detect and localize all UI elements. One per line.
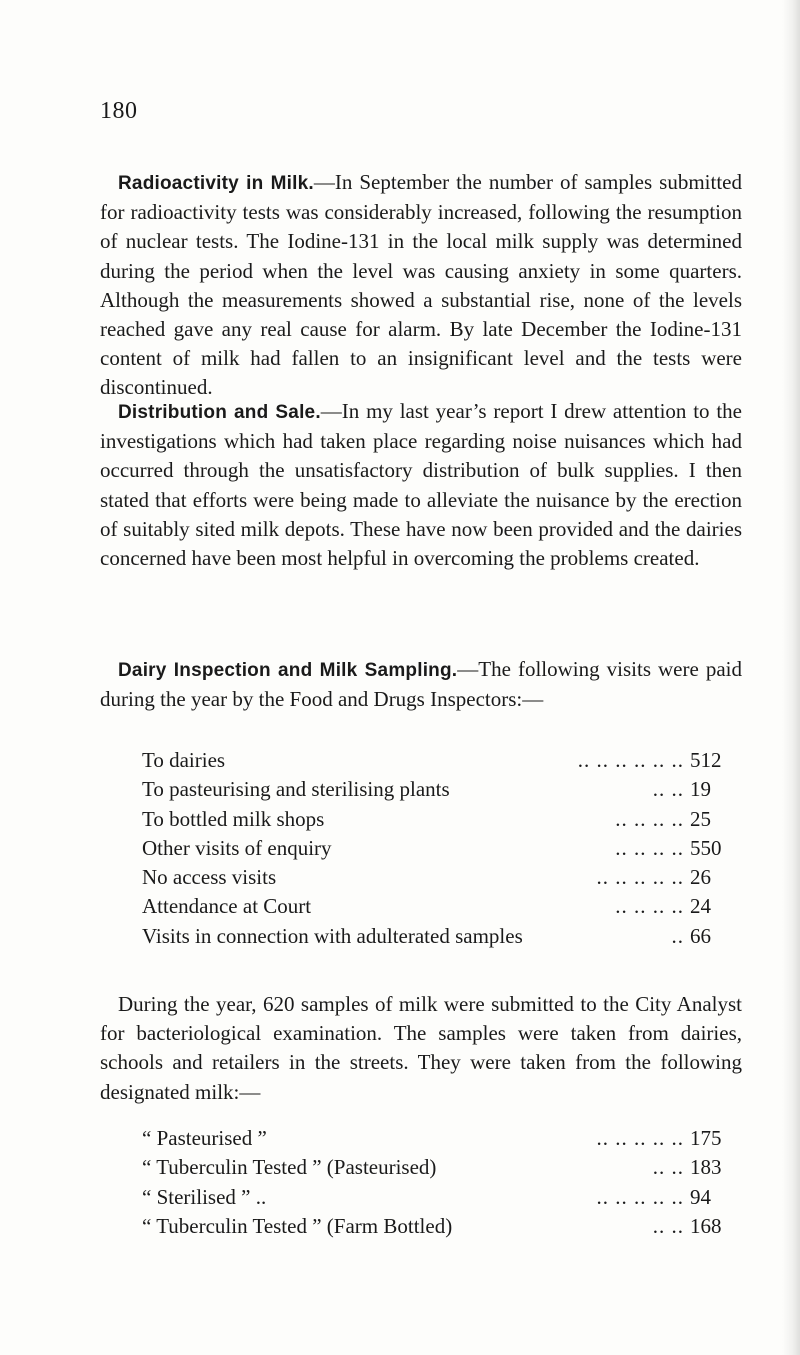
radioactivity-paragraph [100,168,742,403]
leader-dots: .. .. .. .. [615,835,684,860]
radioactivity-heading: Radioactivity in Milk. [118,173,314,194]
page-edge-shadow [782,0,800,1355]
dairy-inspection-body: —The following visits were paid during the year by the Food and Drugs Inspectors:— [100,657,742,712]
visits-value: 26 [690,865,711,890]
leader-dots: .. .. .. .. [615,806,684,831]
leader-dots: .. .. .. .. .. [596,1126,684,1150]
dairy-inspection-heading: Dairy Inspection and Milk Sampling. [118,660,458,681]
visits-value: 512 [690,748,722,772]
visits-row [142,746,738,775]
visits-label: Attendance at Court [142,894,312,919]
visits-label: To bottled milk shops [142,806,325,831]
designated-milk-table [142,1124,738,1241]
visits-value: 19 [690,777,711,802]
radioactivity-body: —In September the number of samples submitted for radioactivity tests was considerably increased, following the resumption of nuclear tests. The Iodine-131 in the local milk supply was determined during the period when the level was causing anxiety in some quarters. Although the measurements showed a substantial rise, none of the levels reached gave any real cause for alarm. By late December the Iodine-131 content of milk had fallen to an insignificant level and the tests were discontinued. [100,170,742,400]
milk-value: 168 [690,1213,722,1238]
visits-value: 66 [690,923,711,948]
leader-dots: .. .. .. .. .. .. [577,748,684,772]
visits-value: 550 [690,835,722,860]
visits-label: No access visits [142,865,277,890]
visits-table [142,746,738,951]
visits-value: 25 [690,806,711,831]
milk-row [142,1124,738,1153]
dairy-inspection-paragraph [100,655,742,714]
milk-value: 183 [690,1155,722,1180]
samples-paragraph [100,990,742,1107]
milk-row [142,1153,738,1182]
samples-body: During the year, 620 samples of milk were submitted to the City Analyst for bacteriological examination. The samples were taken from dairies, schools and retailers in the streets. They were taken from the following designated milk:— [100,992,742,1104]
milk-label: “ Sterilised ” .. [142,1184,267,1209]
milk-row [142,1183,738,1212]
leader-dots: .. .. [652,777,684,802]
page-number: 180 [100,98,138,124]
visits-row [142,922,738,951]
visits-row [142,834,738,863]
visits-label: Other visits of enquiry [142,835,332,860]
leader-dots: .. .. [652,1213,684,1238]
distribution-body: —In my last year’s report I drew attention to the investigations which had taken place regarding noise nuisances which had occurred through the unsatisfactory distribution of bulk supplies. I then stated that efforts were being made to alleviate the nuisance by the erection of suitably sited milk depots. These have now been provided and the dairies concerned have been most helpful in overcoming the problems created. [100,399,742,571]
leader-dots: .. [671,923,684,948]
leader-dots: .. .. .. .. [615,894,684,919]
leader-dots: .. .. [652,1155,684,1180]
visits-label: Visits in connection with adulterated samples [142,923,523,948]
milk-value: 94 [690,1184,711,1209]
milk-row [142,1212,738,1241]
distribution-heading: Distribution and Sale. [118,402,321,423]
milk-label: “ Tuberculin Tested ” (Farm Bottled) [142,1213,453,1238]
visits-label: To pasteurising and sterilising plants [142,777,450,802]
leader-dots: .. .. .. .. .. [596,1184,684,1209]
visits-row [142,892,738,921]
leader-dots: .. .. .. .. .. [596,865,684,890]
distribution-paragraph [100,397,742,573]
milk-value: 175 [690,1126,722,1150]
visits-row [142,805,738,834]
visits-label: To dairies [142,748,226,772]
milk-label: “ Tuberculin Tested ” (Pasteurised) [142,1155,437,1180]
visits-value: 24 [690,894,711,919]
visits-row [142,863,738,892]
visits-row [142,775,738,804]
milk-label: “ Pasteurised ” [142,1126,267,1150]
